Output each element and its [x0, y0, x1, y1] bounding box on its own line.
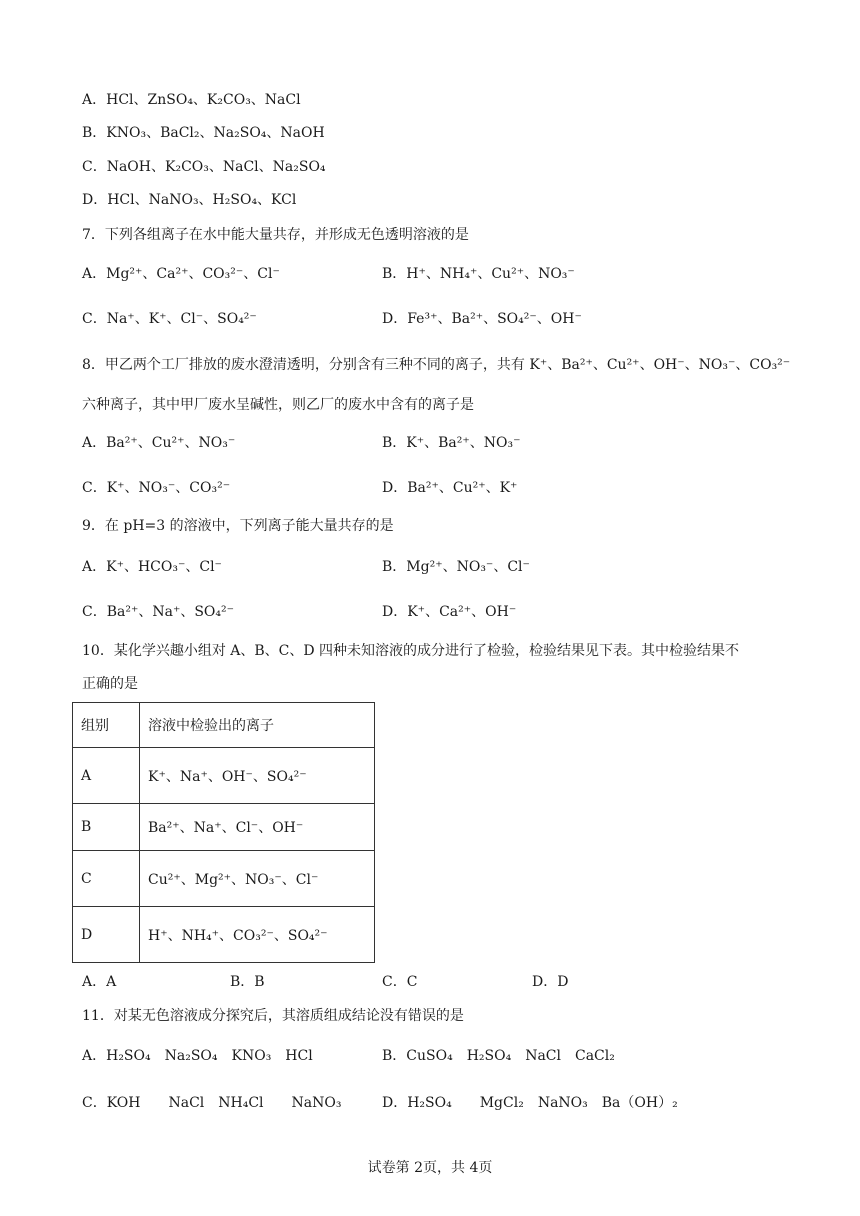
q6-option-c: C．NaOH、K₂CO₃、NaCl、Na₂SO₄: [82, 159, 326, 175]
q9-option-d: D．K⁺、Ca²⁺、OH⁻: [382, 604, 517, 620]
table-header-group: 组别: [73, 703, 140, 748]
q10-option-b: B．B: [230, 974, 265, 990]
table-row: [73, 804, 375, 851]
table-cell-ions: K⁺、Na⁺、OH⁻、SO₄²⁻: [140, 748, 375, 804]
q10-option-a: A．A: [82, 974, 117, 990]
q11-option-d: D．H₂SO₄ MgCl₂ NaNO₃ Ba（OH）₂: [382, 1095, 678, 1111]
table-row: [73, 907, 375, 963]
q8-option-d: D．Ba²⁺、Cu²⁺、K⁺: [382, 480, 518, 496]
table-cell-group: B: [73, 804, 140, 851]
page-footer: 试卷第 2页，共 4页: [367, 1160, 493, 1176]
table-cell-group: D: [73, 907, 140, 963]
q10-table: [72, 702, 375, 963]
q10-stem-line2: 正确的是: [82, 676, 138, 692]
table-cell-ions: Ba²⁺、Na⁺、Cl⁻、OH⁻: [140, 804, 375, 851]
q8-stem-line1: 8．甲乙两个工厂排放的废水澄清透明，分别含有三种不同的离子，共有 K⁺、Ba²⁺、Cu²⁺、OH⁻、NO₃⁻、CO₃²⁻: [82, 357, 791, 373]
q6-option-a: A．HCl、ZnSO₄、K₂CO₃、NaCl: [82, 92, 301, 108]
table-header-ions: 溶液中检验出的离子: [140, 703, 375, 748]
q9-option-a: A．K⁺、HCO₃⁻、Cl⁻: [82, 559, 222, 575]
table-cell-group: A: [73, 748, 140, 804]
table-cell-ions: H⁺、NH₄⁺、CO₃²⁻、SO₄²⁻: [140, 907, 375, 963]
q11-option-c: C．KOH NaCl NH₄Cl NaNO₃: [82, 1095, 342, 1111]
q10-option-c: C．C: [382, 974, 418, 990]
q8-stem-line2: 六种离子，其中甲厂废水呈碱性，则乙厂的废水中含有的离子是: [82, 397, 474, 413]
table-cell-ions: Cu²⁺、Mg²⁺、NO₃⁻、Cl⁻: [140, 851, 375, 907]
q8-option-a: A．Ba²⁺、Cu²⁺、NO₃⁻: [82, 435, 236, 451]
q7-option-a: A．Mg²⁺、Ca²⁺、CO₃²⁻、Cl⁻: [82, 266, 280, 282]
table-header-row: [73, 703, 375, 748]
q11-option-a: A．H₂SO₄ Na₂SO₄ KNO₃ HCl: [82, 1048, 313, 1064]
q7-option-b: B．H⁺、NH₄⁺、Cu²⁺、NO₃⁻: [382, 266, 575, 282]
q9-option-b: B．Mg²⁺、NO₃⁻、Cl⁻: [382, 559, 530, 575]
q11-option-b: B．CuSO₄ H₂SO₄ NaCl CaCl₂: [382, 1048, 615, 1064]
q7-option-c: C．Na⁺、K⁺、Cl⁻、SO₄²⁻: [82, 311, 257, 327]
q8-option-c: C．K⁺、NO₃⁻、CO₃²⁻: [82, 480, 231, 496]
q9-option-c: C．Ba²⁺、Na⁺、SO₄²⁻: [82, 604, 235, 620]
q11-stem: 11．对某无色溶液成分探究后，其溶质组成结论没有错误的是: [82, 1008, 464, 1024]
q10-stem-line1: 10．某化学兴趣小组对 A、B、C、D 四种未知溶液的成分进行了检验，检验结果见下表。其中检验结果不: [82, 643, 740, 659]
table-row: [73, 851, 375, 907]
table-cell-group: C: [73, 851, 140, 907]
q10-option-d: D．D: [532, 974, 569, 990]
q9-stem: 9．在 pH=3 的溶液中，下列离子能大量共存的是: [82, 518, 394, 534]
q6-option-b: B．KNO₃、BaCl₂、Na₂SO₄、NaOH: [82, 125, 325, 141]
q6-option-d: D．HCl、NaNO₃、H₂SO₄、KCl: [82, 192, 297, 208]
q7-stem: 7．下列各组离子在水中能大量共存，并形成无色透明溶液的是: [82, 227, 469, 243]
q7-option-d: D．Fe³⁺、Ba²⁺、SO₄²⁻、OH⁻: [382, 311, 582, 327]
q8-option-b: B．K⁺、Ba²⁺、NO₃⁻: [382, 435, 521, 451]
table-row: [73, 748, 375, 804]
